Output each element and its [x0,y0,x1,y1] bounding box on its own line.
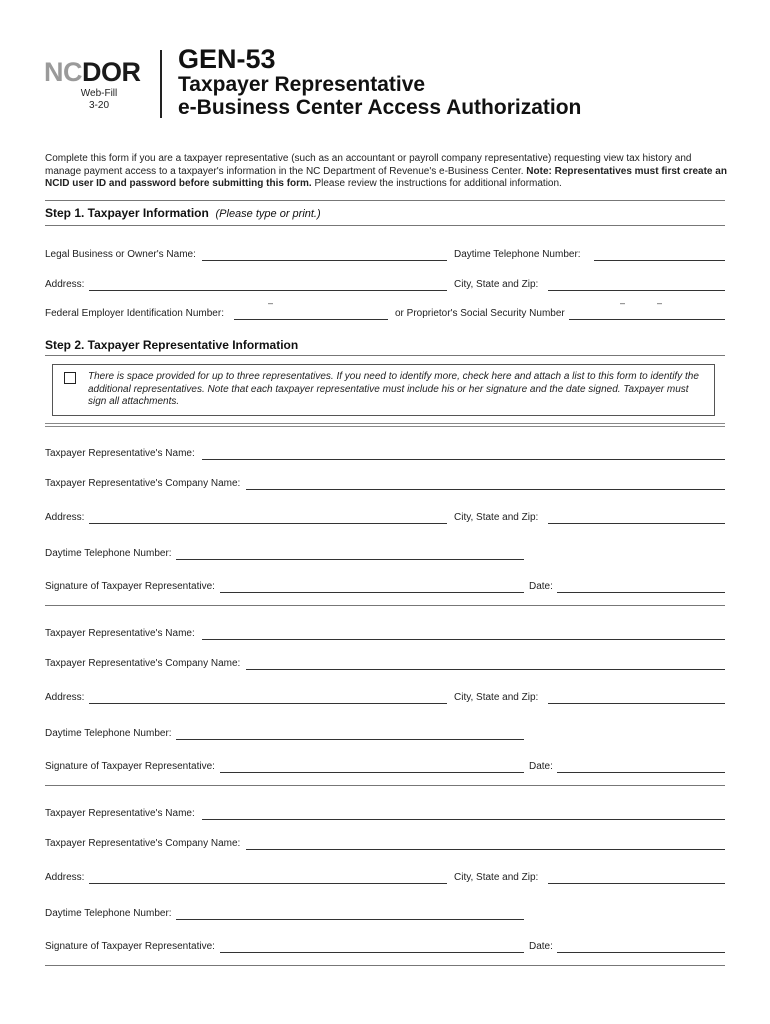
ssn-label: or Proprietor's Social Security Number [395,308,565,319]
company-field[interactable] [246,849,725,850]
rep-city-field[interactable] [548,883,725,884]
web-fill-label [62,88,136,112]
rep-date-field[interactable] [557,772,725,773]
additional-reps-note: There is space provided for up to three representatives. If you need to identify more, check here and attach a list to this form to identify the additional representatives. Note that each taxpayer representative must include his or her signature and the date signed. Taxpayer must sign all attachments. [88,371,699,407]
city-state-zip-field[interactable] [548,290,725,291]
divider [45,785,725,786]
form-title-line2: e-Business Center Access Authorization [178,96,582,119]
step2-heading: Step 2. Taxpayer Representative Information [45,338,299,352]
company-field[interactable] [246,669,725,670]
header-divider [160,50,162,118]
rep-phone-field[interactable] [176,559,524,560]
divider [45,200,725,201]
form-number: GEN-53 [178,44,276,74]
company-label: Taxpayer Representative's Company Name: [45,658,241,669]
rep-address-field[interactable] [89,703,447,704]
intro-note: Note: Representatives must first create an NCID user ID and password before submitting this form. [45,165,727,189]
city-state-zip-label: City, State and Zip: [454,279,539,290]
additional-reps-checkbox[interactable] [64,372,76,384]
rep-name-field[interactable] [202,819,725,820]
intro-paragraph: Complete this form if you are a taxpayer representative (such as an accountant or payroll company representative) requesting view tax history and manage payment access to a taxpayer's information in the NC Department of Revenue's e-Business Center. Note: Representatives must first create an NCID user ID and password before submitting this form. Please review the instructions for additional information. [45,153,727,189]
rep-signature-label: Signature of Taxpayer Representative: [45,761,215,772]
daytime-phone-label: Daytime Telephone Number: [454,249,581,260]
rep-phone-label: Daytime Telephone Number: [45,908,172,919]
rep-address-field[interactable] [89,883,447,884]
company-label: Taxpayer Representative's Company Name: [45,478,241,489]
rep-name-label: Taxpayer Representative's Name: [45,448,195,459]
rep-city-label: City, State and Zip: [454,512,539,523]
rep-phone-field[interactable] [176,919,524,920]
rep-name-label: Taxpayer Representative's Name: [45,808,195,819]
fein-field[interactable] [234,319,388,320]
rep-address-field[interactable] [89,523,447,524]
rep-signature-label: Signature of Taxpayer Representative: [45,941,215,952]
step1-subtitle: (Please type or print.) [215,208,321,220]
rep-address-label: Address: [45,872,85,883]
rep-address-label: Address: [45,692,85,703]
company-label: Taxpayer Representative's Company Name: [45,838,241,849]
ncdor-logo: NCDOR [44,57,141,87]
rep-address-label: Address: [45,512,85,523]
ssn-dash-1: – [620,298,626,308]
rep-signature-label: Signature of Taxpayer Representative: [45,581,215,592]
rep-signature-field[interactable] [220,772,524,773]
daytime-phone-field[interactable] [594,260,725,261]
divider [45,423,725,427]
divider [45,605,725,606]
rep-date-label: Date: [529,941,553,952]
form-title-line1: Taxpayer Representative [178,73,426,96]
ssn-field[interactable] [569,319,725,320]
address-label: Address: [45,279,85,290]
rep-phone-label: Daytime Telephone Number: [45,548,172,559]
rep-signature-field[interactable] [220,952,524,953]
rep-name-label: Taxpayer Representative's Name: [45,628,195,639]
rep-name-field[interactable] [202,459,725,460]
rep-date-field[interactable] [557,592,725,593]
legal-name-field[interactable] [202,260,447,261]
company-field[interactable] [246,489,725,490]
revision-text: 3-20 [88,100,109,111]
divider [45,965,725,966]
rep-name-field[interactable] [202,639,725,640]
legal-name-label: Legal Business or Owner's Name: [45,249,196,260]
rep-city-field[interactable] [548,523,725,524]
rep-city-label: City, State and Zip: [454,692,539,703]
address-field[interactable] [89,290,447,291]
divider [45,355,725,356]
rep-date-label: Date: [529,761,553,772]
rep-date-field[interactable] [557,952,725,953]
rep-signature-field[interactable] [220,592,524,593]
rep-city-label: City, State and Zip: [454,872,539,883]
fein-label: Federal Employer Identification Number: [45,308,224,319]
fein-dash: – [268,298,274,308]
web-fill-text: Web-Fill [80,88,118,99]
divider [45,225,725,226]
step1-heading: Step 1. Taxpayer Information (Please type or print.) [45,206,321,220]
ssn-dash-2: – [657,298,663,308]
rep-phone-label: Daytime Telephone Number: [45,728,172,739]
rep-city-field[interactable] [548,703,725,704]
rep-date-label: Date: [529,581,553,592]
rep-phone-field[interactable] [176,739,524,740]
